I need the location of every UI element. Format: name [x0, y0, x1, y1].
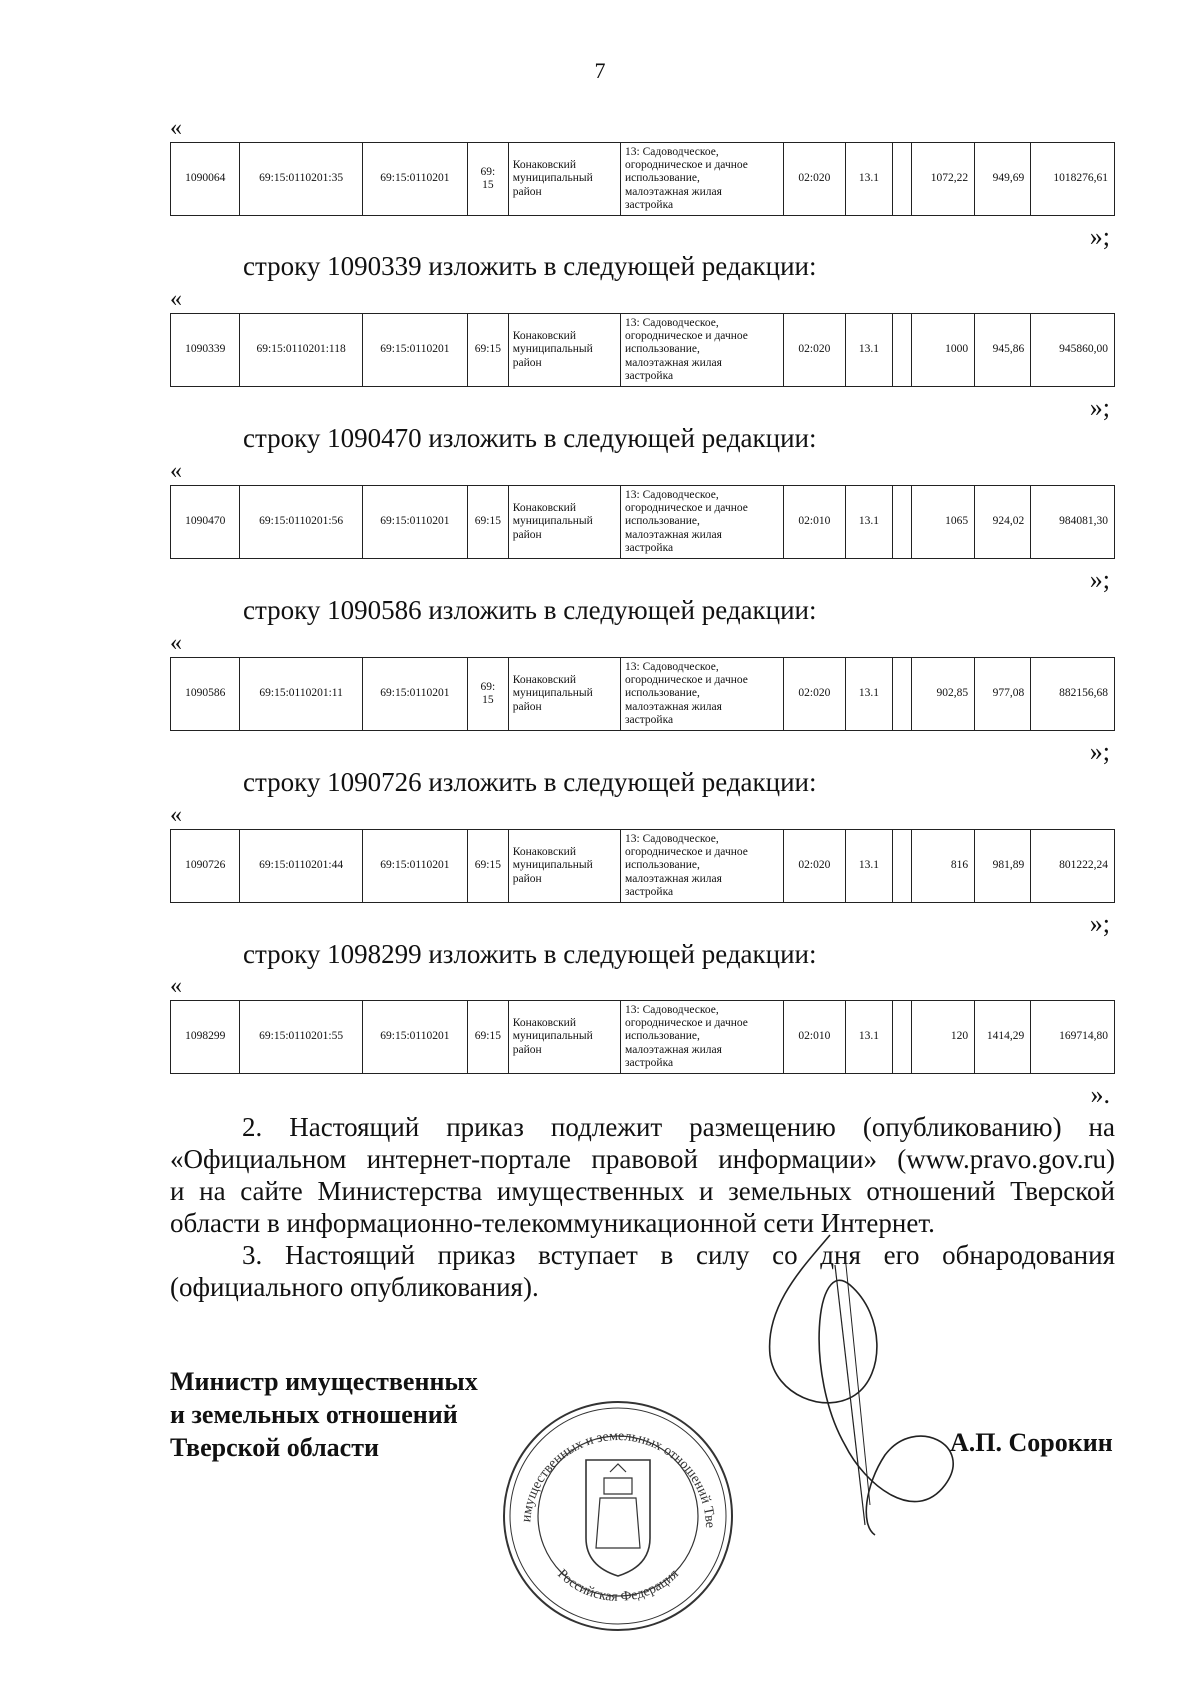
entry-heading: строку 1090470 изложить в следующей редакции:	[243, 423, 817, 453]
opening-quote: «	[170, 458, 182, 484]
table-cell: 69:15:0110201	[362, 658, 467, 731]
paragraph-2-line: «Официальном интернет-портале правовой информации» (www.pravo.gov.ru)	[170, 1144, 1115, 1174]
table-row	[171, 658, 1115, 731]
svg-text:Российская Федерация	[554, 1566, 682, 1605]
closing-quote: »;	[1089, 565, 1110, 594]
register-row-table	[170, 142, 1115, 216]
table-cell: 13.1	[845, 143, 893, 216]
handwritten-signature	[745, 1225, 985, 1550]
table-cell: 02:020	[784, 143, 845, 216]
signatory-name: А.П. Сорокин	[950, 1428, 1113, 1457]
table-cell	[893, 830, 911, 903]
table-cell: Конаковский муниципальный район	[508, 143, 620, 216]
table-cell: 13.1	[845, 1001, 893, 1074]
table-cell: 882156,68	[1031, 658, 1115, 731]
table-cell: 902,85	[911, 658, 974, 731]
table-row	[171, 143, 1115, 216]
signatory-title-line: Тверской области	[170, 1433, 379, 1462]
table-cell: 69:15:0110201:11	[240, 658, 362, 731]
table-cell: 13: Садоводческое, огородническое и дачное использование, малоэтажная жилая застройка	[621, 830, 784, 903]
table-cell: 13.1	[845, 314, 893, 387]
table-cell: 981,89	[975, 830, 1031, 903]
table-cell: 984081,30	[1031, 486, 1115, 559]
table-cell: 1414,29	[975, 1001, 1031, 1074]
signatory-title	[170, 1365, 478, 1464]
table-cell: 945860,00	[1031, 314, 1115, 387]
register-row-table	[170, 829, 1115, 903]
table-cell: 945,86	[975, 314, 1031, 387]
table-cell	[893, 486, 911, 559]
table-cell: 69:15:0110201:35	[240, 143, 362, 216]
entry-heading: строку 1090726 изложить в следующей редакции:	[243, 767, 817, 797]
table-cell: 69:15:0110201:56	[240, 486, 362, 559]
table-cell: 13.1	[845, 486, 893, 559]
table-cell: 13: Садоводческое, огородническое и дачное использование, малоэтажная жилая застройка	[621, 486, 784, 559]
entry-heading: строку 1090586 изложить в следующей редакции:	[243, 595, 817, 625]
register-row-table	[170, 485, 1115, 559]
table-cell	[893, 314, 911, 387]
table-cell: 69:15	[467, 486, 508, 559]
table-cell: Конаковский муниципальный район	[508, 1001, 620, 1074]
table-cell: 1090726	[171, 830, 240, 903]
closing-quote: »;	[1089, 393, 1110, 422]
table-cell: 1090339	[171, 314, 240, 387]
seal-text: имущественных и земельных отношений Тве	[519, 1428, 718, 1529]
table-cell	[893, 658, 911, 731]
table-cell: 13: Садоводческое, огородническое и дачное использование, малоэтажная жилая застройка	[621, 143, 784, 216]
table-cell: Конаковский муниципальный район	[508, 486, 620, 559]
opening-quote: «	[170, 973, 182, 999]
table-cell: 1090586	[171, 658, 240, 731]
table-row	[171, 830, 1115, 903]
table-cell: 949,69	[975, 143, 1031, 216]
table-row	[171, 486, 1115, 559]
table-cell: 1065	[911, 486, 974, 559]
table-cell: 69:15:0110201	[362, 830, 467, 903]
table-row	[171, 1001, 1115, 1074]
table-cell: 69:15:0110201	[362, 143, 467, 216]
table-cell: 13: Садоводческое, огородническое и дачное использование, малоэтажная жилая застройка	[621, 314, 784, 387]
table-cell: 13.1	[845, 830, 893, 903]
paragraph-2-line: области в информационно-телекоммуникационной сети Интернет.	[170, 1208, 935, 1238]
official-seal-graphic	[500, 1398, 736, 1634]
table-cell: 02:020	[784, 658, 845, 731]
signature-graphic	[745, 1225, 985, 1545]
official-seal	[500, 1398, 736, 1639]
table-cell: 13: Садоводческое, огородническое и дачное использование, малоэтажная жилая застройка	[621, 1001, 784, 1074]
table-cell: 1072,22	[911, 143, 974, 216]
table-cell: 02:010	[784, 1001, 845, 1074]
table-cell: 120	[911, 1001, 974, 1074]
paragraph-3-line: (официального опубликования).	[170, 1272, 539, 1302]
table-cell: 02:010	[784, 486, 845, 559]
table-cell: 69:15:0110201:55	[240, 1001, 362, 1074]
table-cell: 69:15:0110201:44	[240, 830, 362, 903]
closing-quote: »;	[1089, 909, 1110, 938]
table-cell: 1018276,61	[1031, 143, 1115, 216]
table-cell: 801222,24	[1031, 830, 1115, 903]
closing-quote: »;	[1089, 222, 1110, 251]
svg-text:Министерство имущественных и з	[500, 1398, 717, 1528]
table-cell: 1090470	[171, 486, 240, 559]
table-cell: 69:15	[467, 1001, 508, 1074]
table-cell: 816	[911, 830, 974, 903]
register-row-table	[170, 1000, 1115, 1074]
table-row	[171, 314, 1115, 387]
closing-quote: ».	[1090, 1080, 1110, 1109]
paragraph-2-line: и на сайте Министерства имущественных и земельных отношений Тверской	[170, 1176, 1115, 1206]
closing-quote: »;	[1089, 737, 1110, 766]
register-row-table	[170, 657, 1115, 731]
paragraph-2-line: 2. Настоящий приказ подлежит размещению (опубликованию) на	[242, 1112, 1115, 1142]
table-cell: Конаковский муниципальный район	[508, 658, 620, 731]
table-cell: 13.1	[845, 658, 893, 731]
table-cell	[893, 1001, 911, 1074]
signatory-title-line: и земельных отношений	[170, 1400, 458, 1429]
entry-heading: строку 1090339 изложить в следующей редакции:	[243, 251, 817, 281]
register-row-table	[170, 313, 1115, 387]
table-cell: 977,08	[975, 658, 1031, 731]
table-cell: 13: Садоводческое, огородническое и дачное использование, малоэтажная жилая застройка	[621, 658, 784, 731]
opening-quote: «	[170, 115, 182, 141]
paragraph-2	[170, 1111, 1115, 1239]
opening-quote: «	[170, 630, 182, 656]
table-cell: 02:020	[784, 830, 845, 903]
table-cell: 69:15:0110201	[362, 1001, 467, 1074]
table-cell: 69:15:0110201	[362, 314, 467, 387]
table-cell: 924,02	[975, 486, 1031, 559]
opening-quote: «	[170, 286, 182, 312]
table-cell: 02:020	[784, 314, 845, 387]
table-cell: 69: 15	[467, 143, 508, 216]
table-cell: 69: 15	[467, 658, 508, 731]
table-cell: 1090064	[171, 143, 240, 216]
table-cell: 69:15:0110201	[362, 486, 467, 559]
opening-quote: «	[170, 802, 182, 828]
page-number: 7	[594, 58, 606, 83]
seal-bottom-text: Российская Федерация	[554, 1566, 682, 1605]
table-cell: 1000	[911, 314, 974, 387]
entry-heading: строку 1098299 изложить в следующей редакции:	[243, 939, 817, 969]
table-cell: 69:15	[467, 830, 508, 903]
table-cell: 69:15	[467, 314, 508, 387]
table-cell	[893, 143, 911, 216]
signatory-title-line: Министр имущественных	[170, 1367, 478, 1396]
table-cell: 1098299	[171, 1001, 240, 1074]
table-cell: Конаковский муниципальный район	[508, 830, 620, 903]
paragraph-3-line: 3. Настоящий приказ вступает в силу со дня его обнародования	[242, 1240, 1115, 1270]
table-cell: Конаковский муниципальный район	[508, 314, 620, 387]
table-cell: 169714,80	[1031, 1001, 1115, 1074]
table-cell: 69:15:0110201:118	[240, 314, 362, 387]
